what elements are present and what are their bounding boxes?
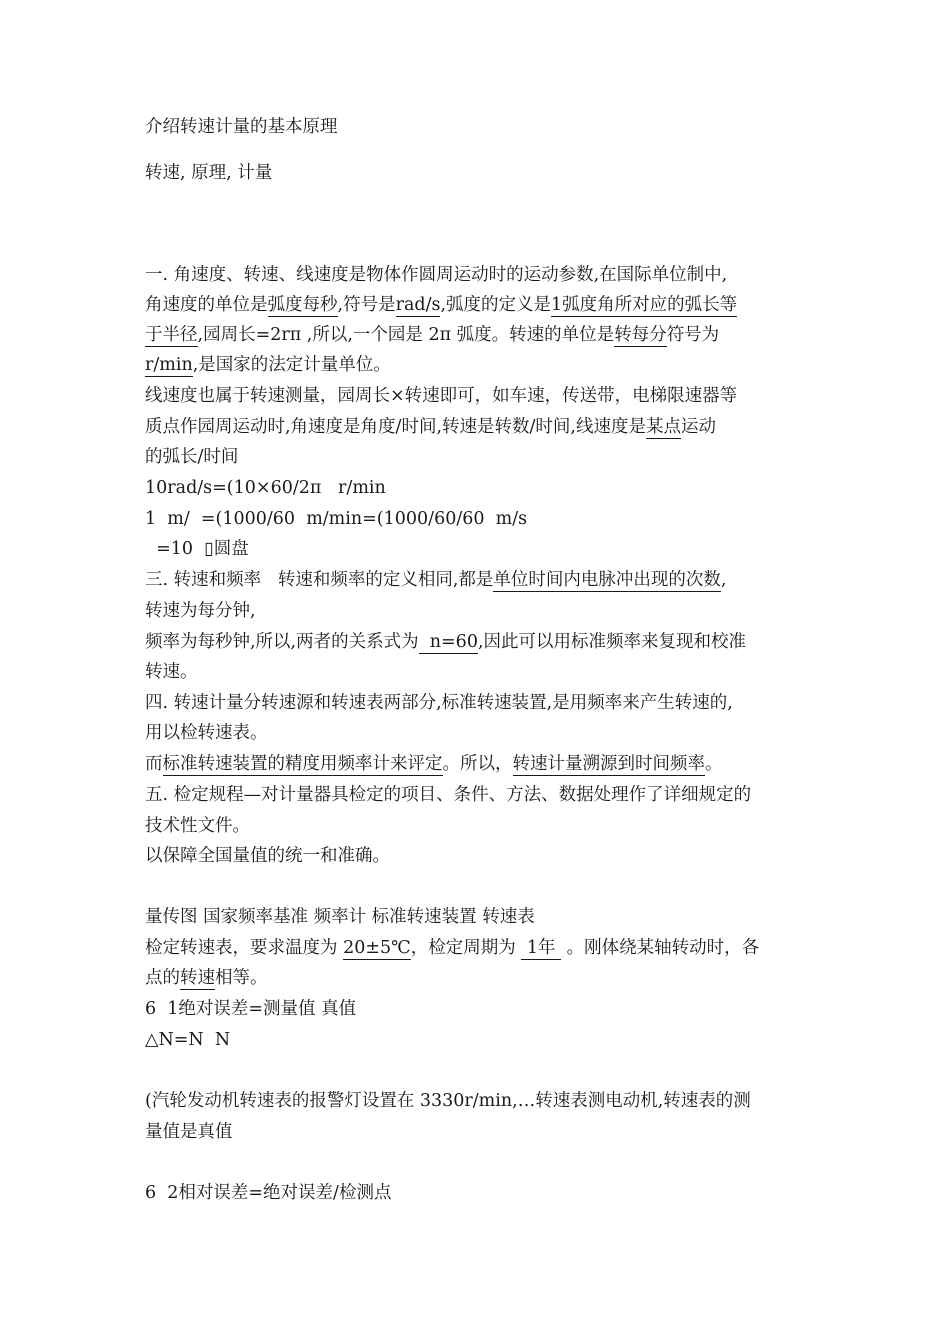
underlined-term: n=60 bbox=[418, 632, 478, 652]
s3-line-3: 频率为每秒钟,所以,两者的关系式为 n=60,因此可以用标准频率来复现和校准 bbox=[145, 632, 747, 652]
s1-line-6: 质点作园周运动时,角速度是角度/时间,转速是转数/时间,线速度是某点运动 bbox=[145, 417, 716, 437]
verify-line-1: 检定转速表，要求温度为 20±5℃，检定周期为 1年 。刚体绕某轴转动时，各 bbox=[145, 938, 760, 958]
underlined-term: r/min bbox=[145, 355, 193, 375]
underlined-term: 于半径 bbox=[145, 325, 198, 345]
formula-disc: =10 ▯圆盘 bbox=[145, 539, 249, 559]
doc-title: 介绍转速计量的基本原理 bbox=[145, 117, 338, 137]
example-line-2: 量值是真值 bbox=[145, 1122, 233, 1142]
underlined-term: rad/s bbox=[395, 295, 441, 315]
s5-line-2: 技术性文件。 bbox=[145, 816, 250, 836]
example-line-1: (汽轮发动机转速表的报警灯设置在 3330r/min,…转速表测电动机,转速表的测 bbox=[145, 1091, 751, 1111]
s1-line-7: 的弧长/时间 bbox=[145, 447, 239, 467]
underlined-term: 20±5℃ bbox=[343, 938, 411, 958]
rel-error-def: 6 2相对误差=绝对误差/检测点 bbox=[145, 1183, 392, 1203]
s3-line-2: 转速为每分钟, bbox=[145, 601, 256, 621]
s5-line-1: 五. 检定规程—对计量器具检定的项目、条件、方法、数据处理作了详细规定的 bbox=[145, 785, 752, 805]
s1-line-5: 线速度也属于转速测量，园周长×转速即可，如车速，传送带，电梯限速器等 bbox=[145, 386, 738, 406]
underlined-term: 单位时间内电脉冲出现的次数 bbox=[493, 570, 721, 590]
abs-error-formula: △N=N N bbox=[145, 1030, 231, 1050]
s3-line-4: 转速。 bbox=[145, 662, 198, 682]
underlined-term: 弧度每秒 bbox=[267, 295, 338, 315]
s3-line-1: 三. 转速和频率 转速和频率的定义相同,都是单位时间内电脉冲出现的次数, bbox=[145, 570, 727, 590]
formula-rad-to-rpm: 10rad/s=(10×60/2π r/min bbox=[145, 478, 386, 498]
abs-error-def: 6 1绝对误差=测量值 真值 bbox=[145, 999, 357, 1019]
underlined-term: 标准转速装置的精度用频率计来评定 bbox=[162, 754, 443, 774]
underlined-term: 转每分 bbox=[614, 325, 667, 345]
underlined-term: 1弧度角所对应的弧长等 bbox=[551, 295, 738, 315]
s4-line-1: 四. 转速计量分转速源和转速表两部分,标准转速装置,是用频率来产生转速的, bbox=[145, 693, 733, 713]
s5-line-3: 以保障全国量值的统一和准确。 bbox=[145, 846, 390, 866]
s4-line-3: 而标准转速装置的精度用频率计来评定。所以，转速计量溯源到时间频率。 bbox=[145, 754, 723, 774]
traceability-chain: 量传图 国家频率基准 频率计 标准转速装置 转速表 bbox=[145, 907, 535, 927]
underlined-term: 某点 bbox=[645, 417, 681, 437]
s4-line-2: 用以检转速表。 bbox=[145, 723, 268, 743]
s1-line-1: 一. 角速度、转速、线速度是物体作圆周运动时的运动参数,在国际单位制中, bbox=[145, 265, 728, 285]
underlined-term: 转速 bbox=[180, 968, 215, 988]
verify-line-2: 点的转速相等。 bbox=[145, 968, 268, 988]
s1-line-3: 于半径,园周长=2rπ ,所以,一个园是 2π 弧度。转速的单位是转每分符号为 bbox=[145, 325, 720, 345]
doc-keywords: 转速, 原理, 计量 bbox=[145, 163, 273, 183]
underlined-term: 1年 bbox=[521, 938, 562, 958]
underlined-term: 转速计量溯源到时间频率 bbox=[512, 754, 705, 774]
s1-line-2: 角速度的单位是弧度每秒,符号是rad/s,弧度的定义是1弧度角所对应的弧长等 bbox=[145, 295, 738, 315]
formula-linear-speed: 1 m/ =(1000/60 m/min=(1000/60/60 m/s bbox=[145, 509, 528, 529]
s1-line-4: r/min,是国家的法定计量单位。 bbox=[145, 355, 391, 375]
